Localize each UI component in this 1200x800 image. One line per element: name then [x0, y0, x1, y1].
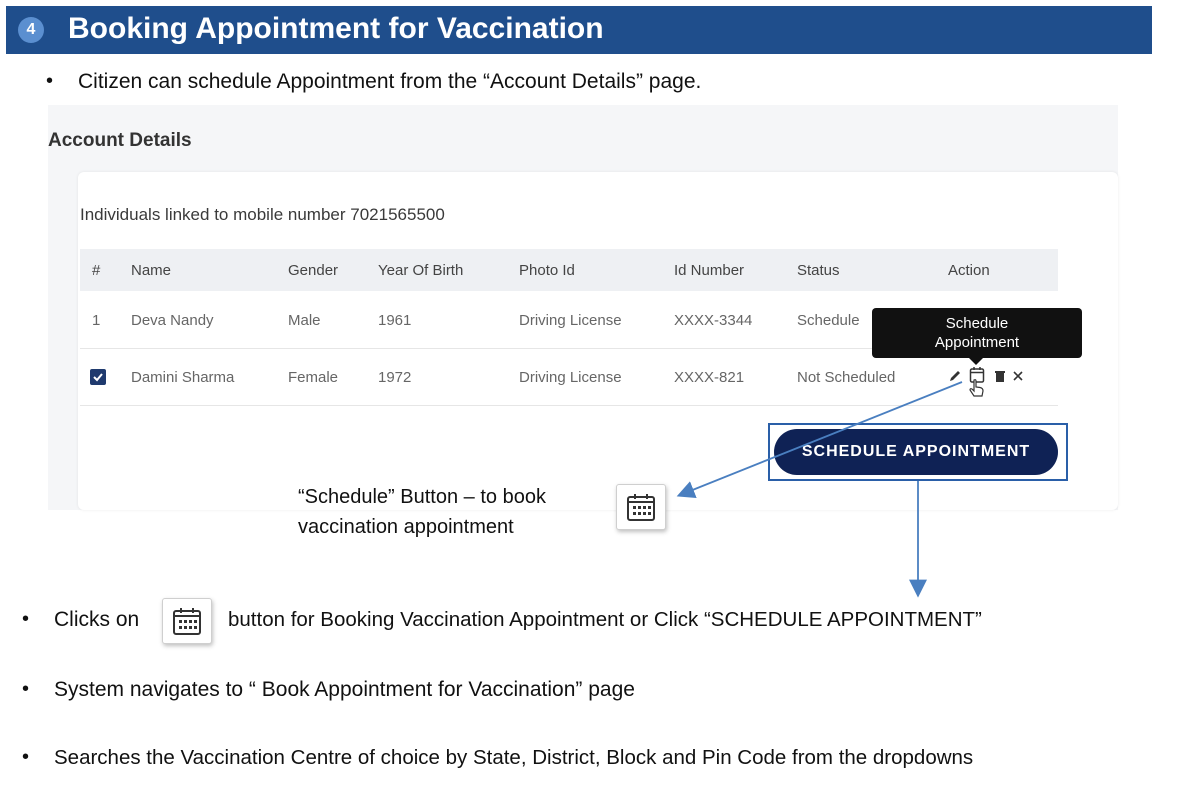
bullet-dot: • — [46, 70, 54, 92]
intro-text: Citizen can schedule Appointment from the “Account Details” page. — [78, 70, 702, 93]
section-title: Booking Appointment for Vaccination — [68, 12, 604, 45]
col-header-id-number: Id Number — [674, 262, 745, 279]
row-name: Deva Nandy — [131, 312, 214, 329]
schedule-appointment-button[interactable]: SCHEDULE APPOINTMENT — [774, 429, 1058, 475]
row-name: Damini Sharma — [131, 369, 235, 386]
row-gender: Female — [288, 369, 339, 386]
row-gender: Male — [288, 312, 321, 329]
row-id-number: XXXX-821 — [674, 369, 745, 386]
linked-individuals-text: Individuals linked to mobile number 7021565500 — [80, 205, 445, 224]
bullet-searches-centre: Searches the Vaccination Centre of choice by State, District, Block and Pin Code from the dropdowns — [54, 746, 974, 769]
row-id-number: XXXX-3344 — [674, 312, 753, 329]
col-header-action: Action — [948, 262, 990, 279]
tooltip-line-1: Schedule — [945, 315, 1009, 332]
row-number: 1 — [92, 312, 101, 329]
row-year-of-birth: 1972 — [378, 369, 412, 386]
step-number-badge: 4 — [18, 17, 44, 43]
col-header-photo-id: Photo Id — [519, 262, 575, 279]
tooltip-line-2: Appointment — [934, 334, 1020, 351]
col-header-number: # — [92, 262, 101, 279]
calendar-icon-inline — [162, 598, 212, 644]
bullet-dot: • — [22, 746, 30, 768]
col-header-gender: Gender — [288, 262, 339, 279]
arrow-to-schedule-icon — [680, 382, 962, 495]
bullet-dot: • — [22, 678, 30, 700]
bullet-clicks-on-after: button for Booking Vaccination Appointment or Click “SCHEDULE APPOINTMENT” — [228, 608, 982, 631]
calendar-icon-callout — [616, 484, 666, 530]
calendar-icon — [172, 606, 202, 636]
bullet-system-navigates: System navigates to “ Book Appointment for Vaccination” page — [54, 678, 635, 701]
row-status: Not Scheduled — [797, 369, 896, 386]
col-header-name: Name — [131, 262, 172, 279]
row-year-of-birth: 1961 — [378, 312, 412, 329]
row-photo-id: Driving License — [519, 312, 622, 329]
col-header-year-of-birth: Year Of Birth — [378, 262, 464, 279]
annotation-line-1: “Schedule” Button – to book — [298, 486, 546, 508]
calendar-icon — [626, 492, 656, 522]
schedule-button-annotation — [298, 482, 546, 542]
annotation-line-2: vaccination appointment — [298, 516, 514, 538]
account-details-title: Account Details — [48, 130, 192, 151]
row-photo-id: Driving License — [519, 369, 622, 386]
row-status: Schedule — [797, 312, 860, 329]
bullet-dot: • — [22, 608, 30, 630]
col-header-status: Status — [797, 262, 840, 279]
bullet-clicks-on-before: Clicks on — [54, 608, 140, 631]
